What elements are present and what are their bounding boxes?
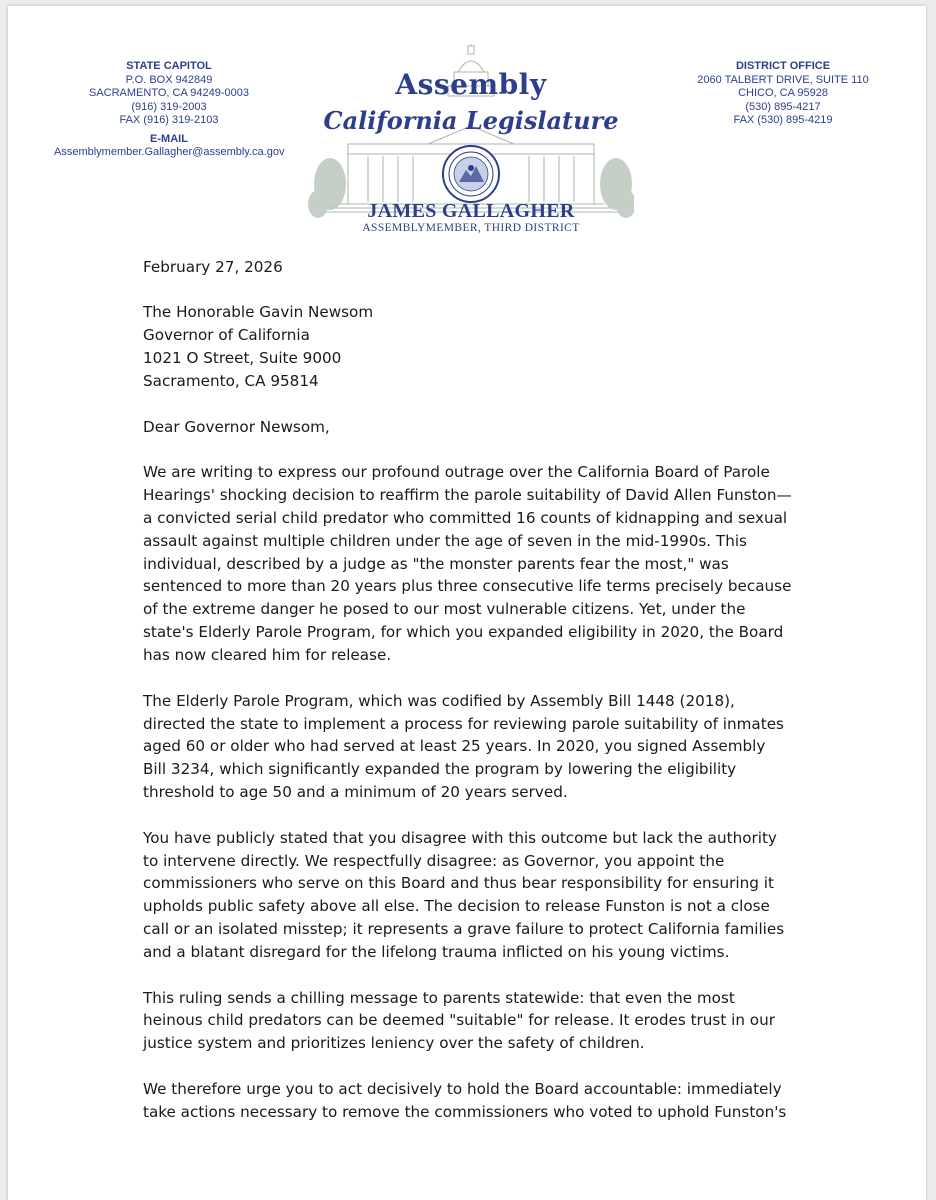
body-paragraph: We therefore urge you to act decisively to hold the Board accountable: immediately take actions necessary to remove the commissioners who voted to uphold Funston's	[143, 1079, 787, 1121]
legislature-title: California Legislature	[323, 106, 619, 135]
body-paragraph: We are writing to express our profound outrage over the California Board of Parole Hearings' shocking decision to reaffirm the parole suitability of David Allen Funston—a convicted serial child predator who committed 16 counts of kidnapping and sexual assault against multiple children under the age of seven in the mid-1990s. This individual, described by a judge as "the monster parents fear the most," was sentenced to more than 20 years plus three consecutive life terms precisely because of the extreme danger he posed to our most vulnerable citizens. Yet, under the state's Elderly Parole Program, for which you expanded eligibility in 2020, the Board has now cleared him for release.	[143, 462, 792, 665]
district-office-heading: DISTRICT OFFICE	[735, 60, 831, 72]
letter-date: February 27, 2026	[143, 258, 283, 276]
salutation: Dear Governor Newsom,	[143, 417, 330, 436]
state-seal-icon	[443, 146, 499, 202]
body-paragraph: The Elderly Parole Program, which was codified by Assembly Bill 1448 (2018), directed the state to implement a process for reviewing parole suitability of inmates aged 60 or older who had served at least 25 years. In 2020, you signed Assembly Bill 3234, which significantly expanded the program by lowering the eligibility threshold to age 50 and a minimum of 20 years served.	[143, 691, 784, 802]
email-heading: E-MAIL	[150, 132, 188, 145]
recipient-line: 1021 O Street, Suite 9000	[143, 349, 342, 368]
body-paragraph: This ruling sends a chilling message to parents statewide: that even the most heinous child predators can be deemed "suitable" for release. It erodes trust in our justice system and prioritizes leniency over the safety of children.	[143, 988, 775, 1053]
state-capitol-po-box: P.O. BOX 942849	[125, 73, 213, 86]
recipient-line: Sacramento, CA 95814	[143, 372, 319, 391]
district-office-address	[668, 60, 898, 128]
assembly-letterhead-emblem	[308, 44, 634, 240]
state-capitol-fax: FAX (916) 319-2103	[119, 114, 219, 126]
assemblymember-name: JAMES GALLAGHER	[367, 200, 575, 222]
district-office-street: 2060 TALBERT DRIVE, SUITE 110	[697, 73, 869, 86]
recipient-line: The Honorable Gavin Newsom	[143, 303, 374, 322]
recipient-line: Governor of California	[143, 326, 310, 345]
state-capitol-city: SACRAMENTO, CA 94249-0003	[89, 87, 249, 99]
letter-page	[8, 6, 926, 1200]
body-paragraph: You have publicly stated that you disagree with this outcome but lack the authority to intervene directly. We respectfully disagree: as Governor, you appoint the commissioners who serve on this Board and thus bear responsibility for ensuring it upholds public safety above all else. The decision to release Funston is not a close call or an isolated misstep; it represents a grave failure to protect California families and a blatant disregard for the lifelong trauma inflicted on his young victims.	[143, 828, 785, 962]
email-address: Assemblymember.Gallagher@assembly.ca.gov	[54, 146, 285, 158]
district-office-city: CHICO, CA 95928	[738, 87, 828, 99]
district-office-fax: FAX (530) 895-4219	[733, 114, 833, 126]
letter-body	[143, 256, 793, 1146]
state-capitol-address	[54, 60, 284, 160]
assemblymember-district: ASSEMBLYMEMBER, THIRD DISTRICT	[362, 222, 580, 234]
recipient-address	[143, 301, 793, 393]
assembly-title: Assembly	[395, 68, 547, 101]
state-capitol-heading: STATE CAPITOL	[126, 60, 212, 72]
district-office-phone: (530) 895-4217	[745, 100, 821, 113]
state-capitol-phone: (916) 319-2003	[131, 100, 207, 113]
